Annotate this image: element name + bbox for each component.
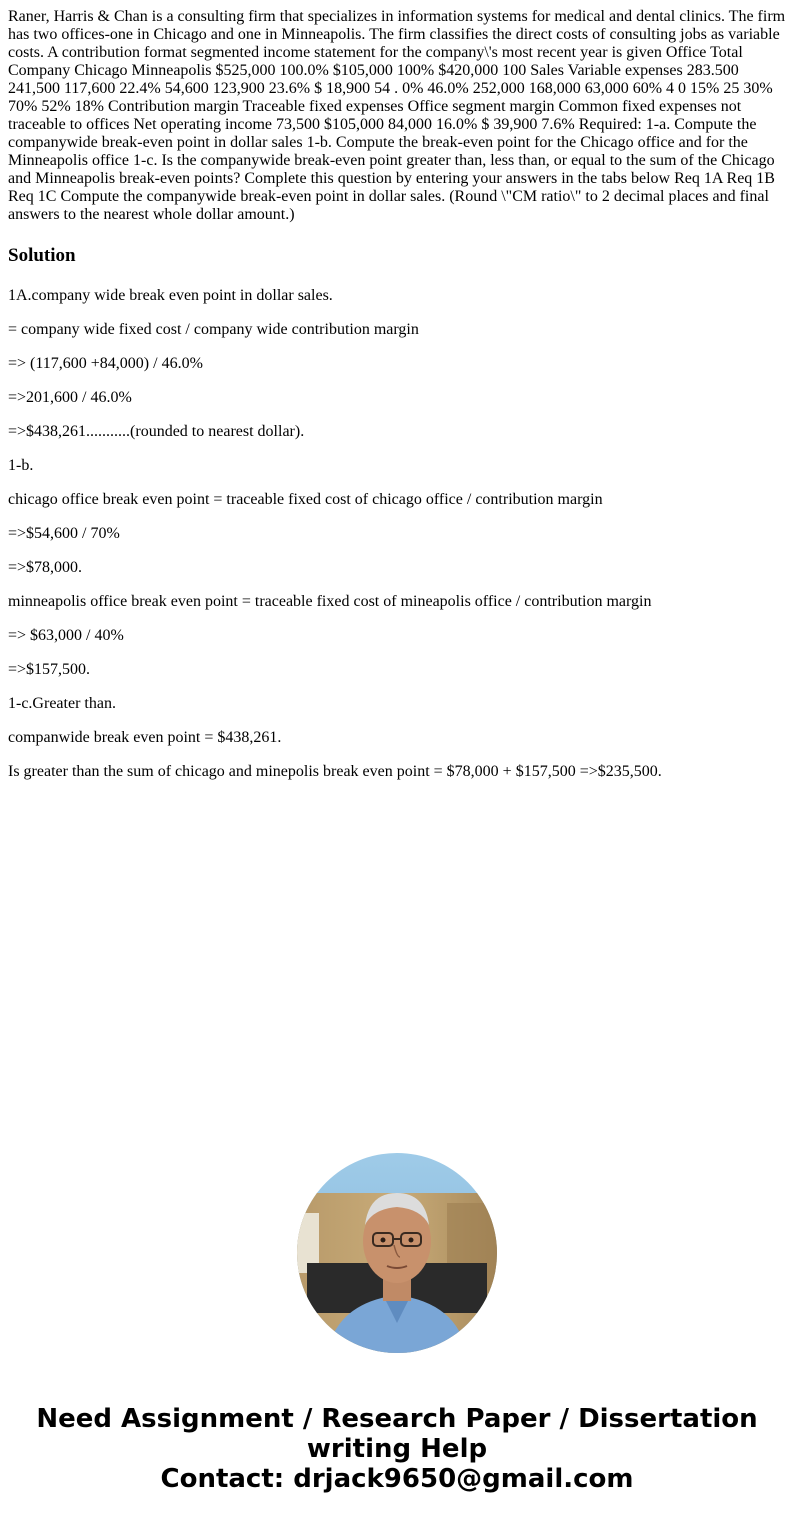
solution-line: 1-c.Greater than. — [8, 695, 116, 712]
author-photo — [297, 1153, 497, 1353]
solution-line: = company wide fixed cost / company wide contribution margin — [8, 321, 419, 338]
solution-line: => $63,000 / 40% — [8, 627, 124, 644]
question-text: Raner, Harris & Chan is a consulting firm that specializes in information systems for medical and dental clinics. The firm has two offices-one in Chicago and one in Minneapolis. The firm classifies the direct costs of consulting jobs as variable costs. A contribution format segmented income statement for the company\'s most recent year is given Office Total Company Chicago Minneapolis $525,000 100.0% $105,000 100% $420,000 100 Sales Variable expenses 283.500 241,500 117,600 22.4% 54,600 123,900 23.6% $ 18,900 54 . 0% 46.0% 252,000 168,000 63,000 60% 4 0 15% 25 30% 70% 52% 18% Contribution margin Traceable fixed expenses Office segment margin Common fixed expenses not traceable to offices Net operating income 73,500 $105,000 84,000 16.0% $ 39,900 7.6% Required: 1-a. Compute the companywide break-even point in dollar sales 1-b. Compute the break-even point for the Chicago office and for the Minneapolis office 1-c. Is the companywide break-even point greater than, less than, or equal to the sum of the Chicago and Minneapolis break-even points? Complete this question by entering your answers in the tabs below Req 1A Req 1B Req 1C Compute the companywide break-even point in dollar sales. (Round \"CM ratio\" to 2 decimal places and final answers to the nearest whole dollar amount.) — [8, 8, 786, 223]
solution-line: Is greater than the sum of chicago and minepolis break even point = $78,000 + $157,500 =>$235,500. — [8, 763, 662, 780]
promo-contact: Contact: drjack9650@gmail.com — [160, 1464, 634, 1494]
solution-line: =>$54,600 / 70% — [8, 525, 120, 542]
promo-footer — [0, 1404, 794, 1494]
solution-line: => (117,600 +84,000) / 46.0% — [8, 355, 203, 372]
solution-line: =>$157,500. — [8, 661, 91, 678]
solution-heading: Solution — [8, 245, 76, 266]
promo-line-2: writing Help — [306, 1434, 488, 1464]
promo-line-1: Need Assignment / Research Paper / Dissertation — [36, 1404, 758, 1434]
solution-line: =>$78,000. — [8, 559, 83, 576]
solution-line: =>$438,261...........(rounded to nearest dollar). — [8, 423, 305, 440]
solution-lines — [8, 287, 786, 781]
solution-line: minneapolis office break even point = traceable fixed cost of mineapolis office / contribution margin — [8, 593, 652, 610]
solution-line: companwide break even point = $438,261. — [8, 729, 282, 746]
solution-line: =>201,600 / 46.0% — [8, 389, 132, 406]
person-photo-icon — [297, 1153, 497, 1353]
solution-line: 1A.company wide break even point in dollar sales. — [8, 287, 333, 304]
solution-line: chicago office break even point = traceable fixed cost of chicago office / contribution margin — [8, 491, 603, 508]
solution-line: 1-b. — [8, 457, 34, 474]
